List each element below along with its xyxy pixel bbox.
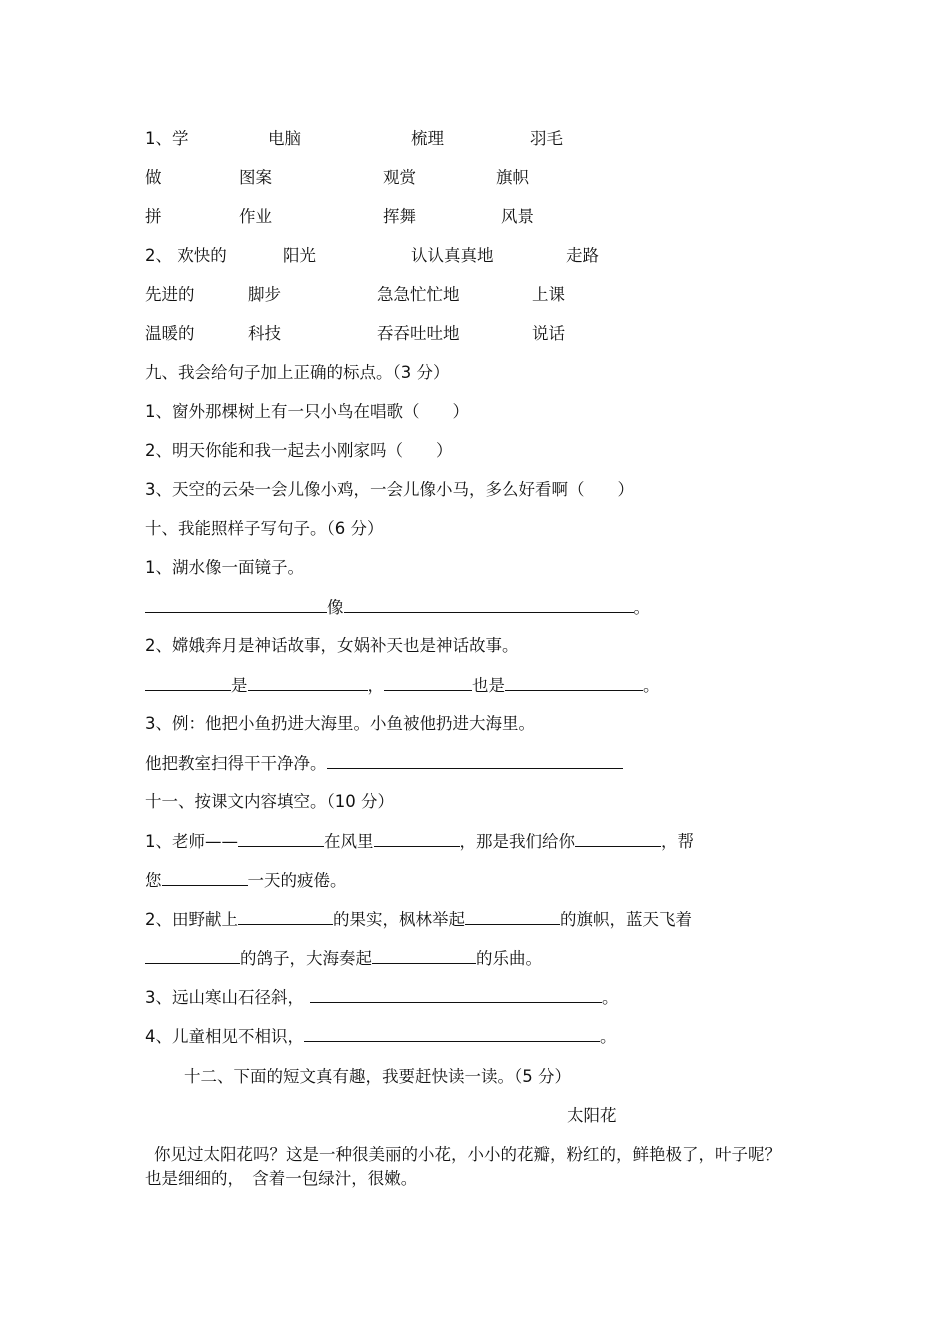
word: 说话 <box>532 324 565 343</box>
word: 旗帜 <box>496 168 529 187</box>
question-item: 2、嫦娥奔月是神话故事，女娲补天也是神话故事。 <box>145 636 519 655</box>
question-item: 3、天空的云朵一会儿像小鸡，一会儿像小马，多么好看啊（ ） <box>145 480 634 499</box>
word: 温暖的 <box>145 324 195 343</box>
word: 认认真真地 <box>411 246 494 265</box>
answer-blank[interactable] <box>384 674 472 691</box>
story-paragraph-line: 你见过太阳花吗？这是一种很美丽的小花，小小的花瓣，粉红的，鲜艳极了，叶子呢？ <box>154 1145 781 1164</box>
story-title: 太阳花 <box>567 1106 617 1125</box>
word: 观赏 <box>383 168 416 187</box>
word: 风景 <box>501 207 534 226</box>
answer-blank[interactable] <box>145 674 231 691</box>
word: 急急忙忙地 <box>377 285 460 304</box>
question-item: 2、明天你能和我一起去小刚家吗（ ） <box>145 441 453 460</box>
word: 挥舞 <box>383 207 416 226</box>
answer-blank[interactable] <box>304 1025 600 1042</box>
word: 羽毛 <box>530 129 563 148</box>
section-heading: 十、我能照样子写句子。（6 分） <box>145 519 384 538</box>
word: 科技 <box>248 324 281 343</box>
word: 1、学 <box>145 129 189 148</box>
question-item: 3、例：他把小鱼扔进大海里。小鱼被他扔进大海里。 <box>145 714 535 733</box>
word: 吞吞吐吐地 <box>377 324 460 343</box>
word: 电脑 <box>268 129 301 148</box>
word: 脚步 <box>248 285 281 304</box>
word: 先进的 <box>145 285 195 304</box>
answer-blank[interactable] <box>248 674 368 691</box>
section-heading: 十一、按课文内容填空。（10 分） <box>145 792 394 811</box>
answer-blank[interactable] <box>575 830 661 847</box>
answer-blank[interactable] <box>465 908 560 925</box>
answer-blank[interactable] <box>145 947 240 964</box>
fill-line: 4、儿童相见不相识， 。 <box>145 1027 617 1046</box>
word: 上课 <box>532 285 565 304</box>
answer-blank[interactable] <box>238 830 324 847</box>
question-item: 1、窗外那棵树上有一只小鸟在唱歌（ ） <box>145 402 469 421</box>
word: 2、 欢快的 <box>145 246 227 265</box>
question-item: 1、湖水像一面镜子。 <box>145 558 304 577</box>
answer-blank[interactable] <box>505 674 643 691</box>
word: 图案 <box>239 168 272 187</box>
answer-blank[interactable] <box>374 830 460 847</box>
answer-blank[interactable] <box>327 752 623 769</box>
answer-blank[interactable] <box>145 596 327 613</box>
answer-blank[interactable] <box>344 596 634 613</box>
fill-line: 1、老师—— 在风里 ，那是我们给你 ，帮 <box>145 832 694 851</box>
answer-blank[interactable] <box>238 908 333 925</box>
fill-line: 是 ， 也是 。 <box>145 674 660 697</box>
word: 阳光 <box>283 246 316 265</box>
section-heading: 九、我会给句子加上正确的标点。（3 分） <box>145 363 450 382</box>
fill-line: 的鸽子，大海奏起 的乐曲。 <box>145 947 542 970</box>
word: 走路 <box>566 246 599 265</box>
fill-line: 您 一天的疲倦。 <box>145 871 347 890</box>
fill-line: 2、田野献上 的果实，枫林举起 的旗帜，蓝天飞着 <box>145 910 692 929</box>
word: 作业 <box>239 207 272 226</box>
answer-blank[interactable] <box>310 986 602 1003</box>
story-paragraph-line: 也是细细的， 含着一包绿汁，很嫩。 <box>145 1169 418 1188</box>
answer-blank[interactable] <box>162 869 248 886</box>
fill-line: 3、远山寒山石径斜， 。 <box>145 988 619 1007</box>
word: 拼 <box>145 207 162 226</box>
fill-line: 像 。 <box>145 596 650 619</box>
word: 做 <box>145 168 162 187</box>
answer-blank[interactable] <box>372 947 476 964</box>
fill-line: 他把教室扫得干干净净。 <box>145 752 623 775</box>
word: 梳理 <box>411 129 444 148</box>
section-heading: 十二、下面的短文真有趣，我要赶快读一读。（5 分） <box>184 1067 571 1086</box>
